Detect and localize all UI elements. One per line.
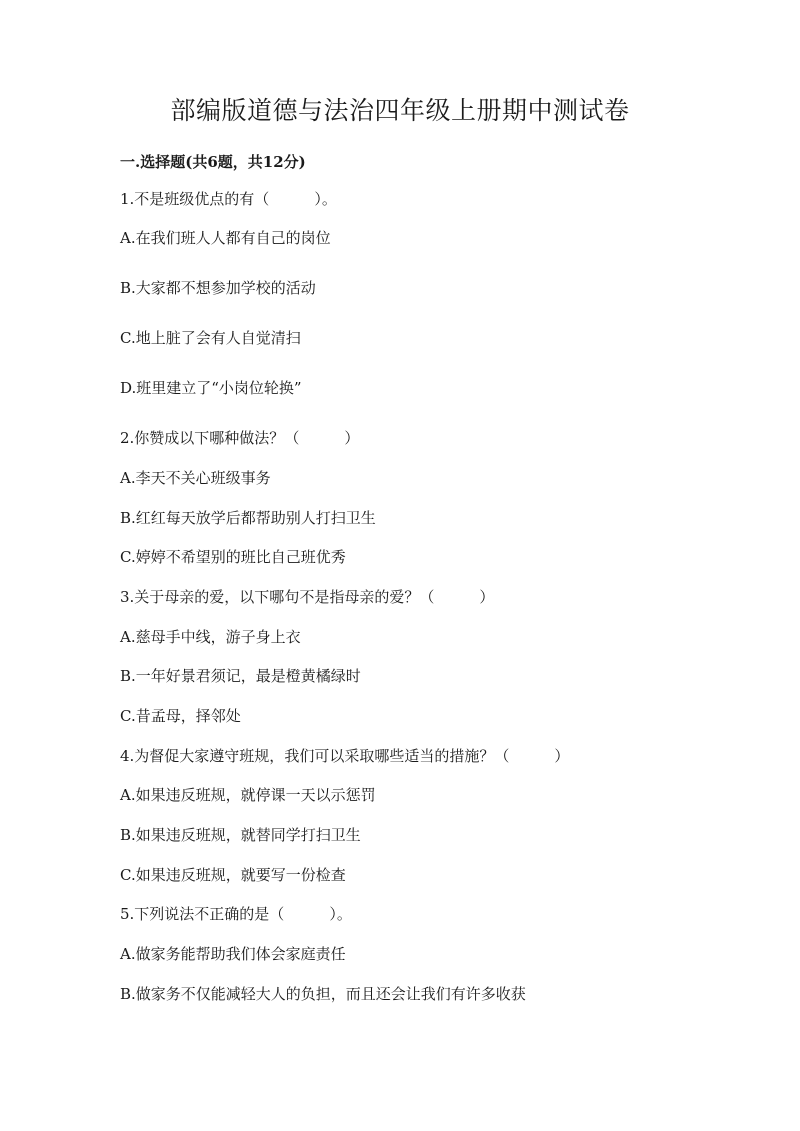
page-title: 部编版道德与法治四年级上册期中测试卷: [170, 96, 630, 125]
question-4-option-c: C.如果违反班规，就要写一份检查: [120, 866, 346, 884]
question-1-stem: 1.不是班级优点的有（ ）。: [120, 190, 337, 208]
question-1-option-d: D.班里建立了“小岗位轮换”: [120, 379, 302, 397]
question-5-option-b: B.做家务不仅能减轻大人的负担，而且还会让我们有许多收获: [120, 985, 526, 1003]
question-3-stem: 3.关于母亲的爱，以下哪句不是指母亲的爱？（ ）: [120, 588, 495, 606]
question-4-option-a: A.如果违反班规，就停课一天以示惩罚: [120, 786, 376, 804]
question-2-option-b: B.红红每天放学后都帮助别人打扫卫生: [120, 509, 376, 527]
question-4-stem: 4.为督促大家遵守班规，我们可以采取哪些适当的措施？（ ）: [120, 747, 570, 765]
section-header: 一.选择题(共6题，共12分): [120, 153, 306, 171]
question-3-option-c: C.昔孟母，择邻处: [120, 707, 241, 725]
question-1-option-c: C.地上脏了会有人自觉清扫: [120, 329, 301, 347]
question-5-option-a: A.做家务能帮助我们体会家庭责任: [120, 945, 346, 963]
question-4-option-b: B.如果违反班规，就替同学打扫卫生: [120, 826, 361, 844]
question-1-option-a: A.在我们班人人都有自己的岗位: [120, 229, 331, 247]
question-2-option-c: C.婷婷不希望别的班比自己班优秀: [120, 548, 346, 566]
question-2-option-a: A.李天不关心班级事务: [120, 469, 271, 487]
question-1-option-b: B.大家都不想参加学校的活动: [120, 279, 316, 297]
question-2-stem: 2.你赞成以下哪种做法？（ ）: [120, 429, 360, 447]
question-5-stem: 5.下列说法不正确的是（ ）。: [120, 905, 352, 923]
question-3-option-a: A.慈母手中线，游子身上衣: [120, 628, 301, 646]
question-3-option-b: B.一年好景君须记，最是橙黄橘绿时: [120, 667, 361, 685]
